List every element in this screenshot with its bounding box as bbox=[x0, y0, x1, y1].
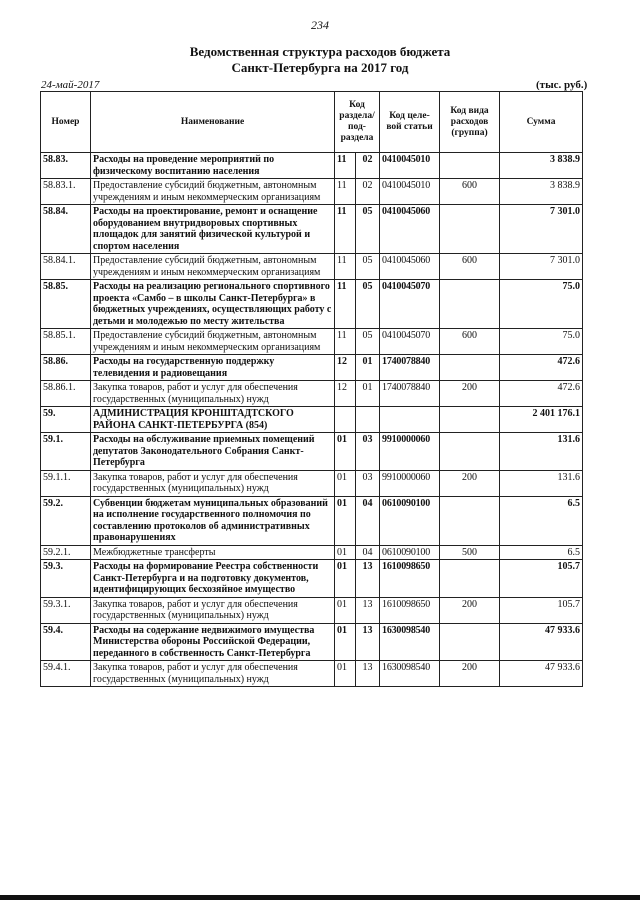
row-target-code: 1610098650 bbox=[380, 597, 440, 623]
row-name: Предоставление субсидий бюджетным, автономным учреждениям и иным некоммерческим организациям bbox=[91, 254, 335, 280]
row-subsection: 03 bbox=[356, 470, 380, 496]
row-subsection: 05 bbox=[356, 329, 380, 355]
row-subsection: 02 bbox=[356, 153, 380, 179]
table-row bbox=[41, 254, 583, 280]
table-row bbox=[41, 661, 583, 687]
row-sum: 3 838.9 bbox=[500, 179, 583, 205]
table-row bbox=[41, 280, 583, 329]
table-body bbox=[41, 153, 583, 687]
row-section: 11 bbox=[335, 153, 356, 179]
row-target-code: 0410045010 bbox=[380, 179, 440, 205]
title-line-2: Санкт-Петербурга на 2017 год bbox=[231, 60, 409, 75]
row-expense-type: 600 bbox=[440, 179, 500, 205]
table-row bbox=[41, 381, 583, 407]
row-section: 01 bbox=[335, 597, 356, 623]
table-row bbox=[41, 470, 583, 496]
row-sum: 6.5 bbox=[500, 545, 583, 560]
row-name: Предоставление субсидий бюджетным, автономным учреждениям и иным некоммерческим организациям bbox=[91, 179, 335, 205]
row-section: 12 bbox=[335, 381, 356, 407]
row-number: 59.4. bbox=[41, 623, 91, 661]
row-target-code: 0410045060 bbox=[380, 205, 440, 254]
row-expense-type: 200 bbox=[440, 661, 500, 687]
row-sum: 131.6 bbox=[500, 470, 583, 496]
table-row bbox=[41, 545, 583, 560]
row-section: 01 bbox=[335, 433, 356, 471]
row-name: Субвенции бюджетам муниципальных образований на исполнение государственного полномочия по составлению протоколов об административных правонарушениях bbox=[91, 496, 335, 545]
table-row bbox=[41, 179, 583, 205]
row-section: 11 bbox=[335, 205, 356, 254]
row-name: Расходы на обслуживание приемных помещений депутатов Законодательного Собрания Санкт-Петербурга bbox=[91, 433, 335, 471]
row-name: Расходы на проектирование, ремонт и оснащение оборудованием внутридворовых спортивных площадок для занятий физической культурой и спортом населения bbox=[91, 205, 335, 254]
header-target-code: Код целе-вой статьи bbox=[380, 92, 440, 153]
title-line-1: Ведомственная структура расходов бюджета bbox=[189, 44, 451, 59]
row-subsection: 03 bbox=[356, 433, 380, 471]
row-section: 01 bbox=[335, 560, 356, 598]
row-name: Закупка товаров, работ и услуг для обеспечения государственных (муниципальных) нужд bbox=[91, 661, 335, 687]
row-sum: 7 301.0 bbox=[500, 205, 583, 254]
table-row bbox=[41, 329, 583, 355]
row-subsection: 13 bbox=[356, 560, 380, 598]
row-name: Закупка товаров, работ и услуг для обеспечения государственных (муниципальных) нужд bbox=[91, 470, 335, 496]
row-section: 12 bbox=[335, 355, 356, 381]
row-target-code: 1630098540 bbox=[380, 661, 440, 687]
row-section: 01 bbox=[335, 470, 356, 496]
row-name: Предоставление субсидий бюджетным, автономным учреждениям и иным некоммерческим организациям bbox=[91, 329, 335, 355]
row-number: 58.83. bbox=[41, 153, 91, 179]
table-header-row bbox=[41, 92, 583, 153]
row-expense-type: 600 bbox=[440, 329, 500, 355]
row-expense-type bbox=[440, 623, 500, 661]
document-date: 24-май-2017 bbox=[41, 79, 100, 91]
document-title bbox=[0, 44, 640, 76]
row-number: 58.84. bbox=[41, 205, 91, 254]
table-row bbox=[41, 433, 583, 471]
row-target-code: 1740078840 bbox=[380, 381, 440, 407]
row-sum: 47 933.6 bbox=[500, 623, 583, 661]
row-sum: 7 301.0 bbox=[500, 254, 583, 280]
row-subsection: 05 bbox=[356, 205, 380, 254]
row-target-code: 0410045010 bbox=[380, 153, 440, 179]
row-sum: 2 401 176.1 bbox=[500, 407, 583, 433]
row-name: Расходы на проведение мероприятий по физическому воспитанию населения bbox=[91, 153, 335, 179]
table-row bbox=[41, 597, 583, 623]
row-sum: 75.0 bbox=[500, 280, 583, 329]
row-subsection: 05 bbox=[356, 280, 380, 329]
row-number: 58.86.1. bbox=[41, 381, 91, 407]
row-expense-type bbox=[440, 205, 500, 254]
bottom-rule bbox=[0, 895, 640, 900]
row-number: 59.1. bbox=[41, 433, 91, 471]
row-section: 11 bbox=[335, 254, 356, 280]
row-expense-type bbox=[440, 355, 500, 381]
row-expense-type: 200 bbox=[440, 381, 500, 407]
row-sum: 47 933.6 bbox=[500, 661, 583, 687]
row-number: 58.85. bbox=[41, 280, 91, 329]
row-number: 58.84.1. bbox=[41, 254, 91, 280]
row-name: АДМИНИСТРАЦИЯ КРОНШТАДТСКОГО РАЙОНА САНКТ-ПЕТЕРБУРГА (854) bbox=[91, 407, 335, 433]
row-number: 59.2.1. bbox=[41, 545, 91, 560]
row-sum: 75.0 bbox=[500, 329, 583, 355]
row-section: 01 bbox=[335, 623, 356, 661]
row-subsection: 01 bbox=[356, 381, 380, 407]
row-subsection: 13 bbox=[356, 597, 380, 623]
row-target-code: 0410045070 bbox=[380, 329, 440, 355]
row-target-code: 0610090100 bbox=[380, 545, 440, 560]
table-row bbox=[41, 205, 583, 254]
header-number: Номер bbox=[41, 92, 91, 153]
row-number: 58.85.1. bbox=[41, 329, 91, 355]
row-expense-type: 500 bbox=[440, 545, 500, 560]
row-sum: 105.7 bbox=[500, 560, 583, 598]
budget-table bbox=[40, 91, 583, 687]
row-number: 59.3. bbox=[41, 560, 91, 598]
row-expense-type bbox=[440, 153, 500, 179]
row-number: 59.4.1. bbox=[41, 661, 91, 687]
row-subsection bbox=[356, 407, 380, 433]
row-name: Расходы на государственную поддержку телевидения и радиовещания bbox=[91, 355, 335, 381]
units-label: (тыс. руб.) bbox=[536, 79, 588, 91]
row-expense-type bbox=[440, 496, 500, 545]
row-subsection: 02 bbox=[356, 179, 380, 205]
row-subsection: 01 bbox=[356, 355, 380, 381]
row-subsection: 04 bbox=[356, 496, 380, 545]
row-section: 11 bbox=[335, 179, 356, 205]
row-sum: 472.6 bbox=[500, 355, 583, 381]
row-name: Закупка товаров, работ и услуг для обеспечения государственных (муниципальных) нужд bbox=[91, 381, 335, 407]
row-target-code: 9910000060 bbox=[380, 470, 440, 496]
row-section bbox=[335, 407, 356, 433]
table-row bbox=[41, 153, 583, 179]
table-row bbox=[41, 355, 583, 381]
row-subsection: 05 bbox=[356, 254, 380, 280]
page-number: 234 bbox=[311, 18, 329, 32]
row-name: Межбюджетные трансферты bbox=[91, 545, 335, 560]
row-name: Расходы на содержание недвижимого имущества Министерства обороны Российской Федерации, переданного в собственность Санкт-Петербурга bbox=[91, 623, 335, 661]
row-number: 59.1.1. bbox=[41, 470, 91, 496]
row-name: Расходы на формирование Реестра собственности Санкт-Петербурга и на подготовку документов, идентифицирующих бесхозяйное имущество bbox=[91, 560, 335, 598]
row-target-code bbox=[380, 407, 440, 433]
row-number: 58.86. bbox=[41, 355, 91, 381]
row-expense-type bbox=[440, 560, 500, 598]
row-target-code: 0610090100 bbox=[380, 496, 440, 545]
row-name: Расходы на реализацию регионального спортивного проекта «Самбо – в школы Санкт-Петербурга» в бюджетных учреждениях, осуществляющих работу с детьми и молодежью по месту жительства bbox=[91, 280, 335, 329]
row-number: 59.3.1. bbox=[41, 597, 91, 623]
row-target-code: 0410045070 bbox=[380, 280, 440, 329]
row-sum: 472.6 bbox=[500, 381, 583, 407]
row-name: Закупка товаров, работ и услуг для обеспечения государственных (муниципальных) нужд bbox=[91, 597, 335, 623]
header-expense-type: Код вида расходов (группа) bbox=[440, 92, 500, 153]
table-row bbox=[41, 623, 583, 661]
row-sum: 3 838.9 bbox=[500, 153, 583, 179]
row-target-code: 1610098650 bbox=[380, 560, 440, 598]
row-section: 01 bbox=[335, 496, 356, 545]
header-sum: Сумма bbox=[500, 92, 583, 153]
row-target-code: 1630098540 bbox=[380, 623, 440, 661]
row-expense-type bbox=[440, 433, 500, 471]
row-number: 59. bbox=[41, 407, 91, 433]
row-target-code: 0410045060 bbox=[380, 254, 440, 280]
row-expense-type: 200 bbox=[440, 597, 500, 623]
header-name: Наименование bbox=[91, 92, 335, 153]
row-section: 11 bbox=[335, 280, 356, 329]
header-section-code: Код раздела/ под-раздела bbox=[335, 92, 380, 153]
row-subsection: 13 bbox=[356, 661, 380, 687]
row-subsection: 13 bbox=[356, 623, 380, 661]
row-sum: 105.7 bbox=[500, 597, 583, 623]
row-section: 01 bbox=[335, 545, 356, 560]
row-number: 58.83.1. bbox=[41, 179, 91, 205]
table-row bbox=[41, 496, 583, 545]
row-sum: 6.5 bbox=[500, 496, 583, 545]
row-expense-type: 600 bbox=[440, 254, 500, 280]
row-subsection: 04 bbox=[356, 545, 380, 560]
row-number: 59.2. bbox=[41, 496, 91, 545]
row-target-code: 9910000060 bbox=[380, 433, 440, 471]
row-target-code: 1740078840 bbox=[380, 355, 440, 381]
row-section: 01 bbox=[335, 661, 356, 687]
table-row bbox=[41, 560, 583, 598]
row-expense-type bbox=[440, 280, 500, 329]
row-expense-type bbox=[440, 407, 500, 433]
row-sum: 131.6 bbox=[500, 433, 583, 471]
row-expense-type: 200 bbox=[440, 470, 500, 496]
row-section: 11 bbox=[335, 329, 356, 355]
table-row bbox=[41, 407, 583, 433]
